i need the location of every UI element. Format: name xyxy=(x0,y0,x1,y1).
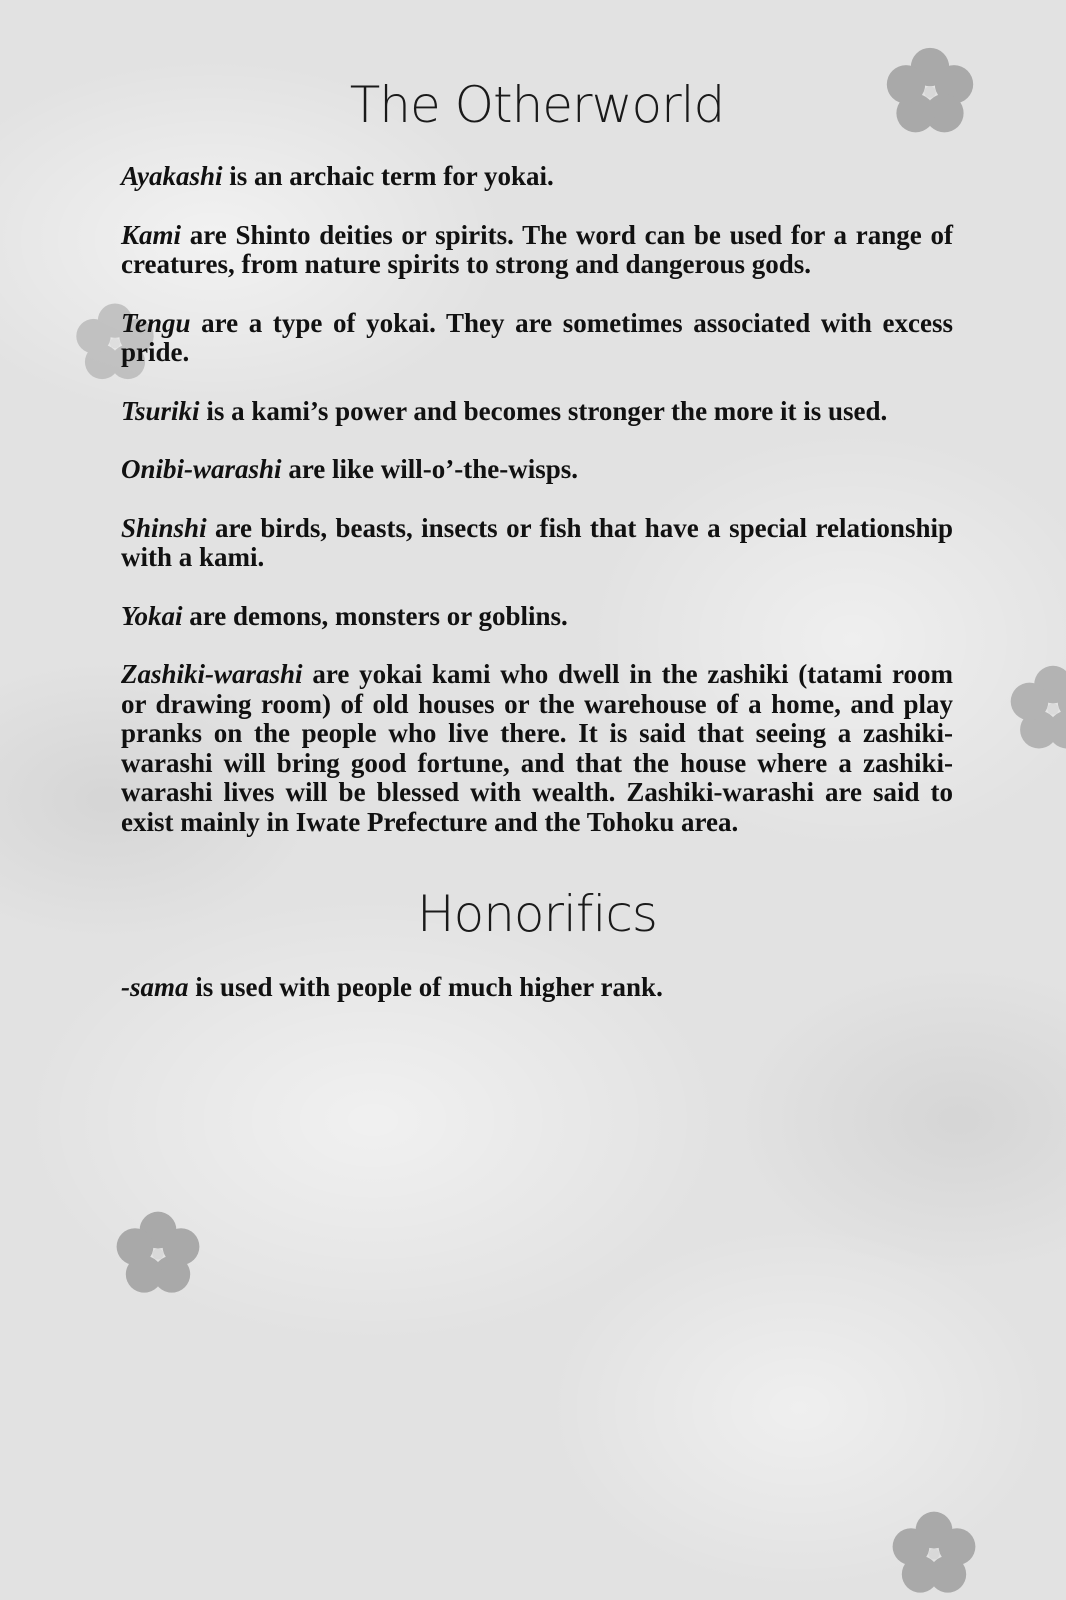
glossary-term: Kami xyxy=(121,219,182,250)
glossary-term: Yokai xyxy=(121,600,183,631)
glossary-term: Ayakashi xyxy=(121,161,223,191)
glossary-entry-ayakashi xyxy=(121,162,953,192)
plum-blossom-icon xyxy=(888,1508,980,1600)
glossary-term: Onibi-warashi xyxy=(121,454,282,484)
glossary-entry-yokai xyxy=(121,602,953,632)
glossary-definition: are like will-o’-the-wisps. xyxy=(281,454,579,484)
glossary-definition: are Shinto deities or spirits. The word can be used for a range of creatures, from nature spirits to strong and dangerous gods. xyxy=(121,219,953,279)
glossary-entry-onibi-warashi xyxy=(121,455,953,485)
glossary-definition: is a kami’s power and becomes stronger the more it is used. xyxy=(199,395,888,426)
glossary-entry-tsuriki xyxy=(121,397,953,427)
glossary-term: -sama xyxy=(121,972,189,1002)
glossary-term: Tengu xyxy=(121,307,191,338)
glossary-term: Tsuriki xyxy=(121,395,200,426)
glossary-definition: are a type of yokai. They are sometimes associated with excess pride. xyxy=(121,307,953,367)
glossary-entry-tengu xyxy=(121,309,953,368)
glossary-entry-kami xyxy=(121,221,953,280)
glossary-definition: are birds, beasts, insects or fish that have a special relationship with a kami. xyxy=(121,512,953,572)
glossary-definition: are demons, monsters or goblins. xyxy=(182,600,568,631)
glossary-entry-zashiki-warashi xyxy=(121,660,953,837)
glossary-entry-shinshi xyxy=(121,514,953,573)
glossary-content xyxy=(121,70,953,1032)
glossary-term: Shinshi xyxy=(121,512,207,543)
section-title-otherworld: The Otherworld xyxy=(349,76,725,134)
glossary-definition: is used with people of much higher rank. xyxy=(188,972,663,1002)
plum-blossom-icon xyxy=(112,1208,204,1300)
glossary-definition: are yokai kami who dwell in the zashiki (tatami room or drawing room) of old houses or the warehouse of a home, and play pranks on the people who live there. It is said that seeing a zashiki-warashi will bring good fortune, and that the house where a zashiki-warashi lives will be blessed with wealth. Zashiki-warashi are said to exist mainly in Iwate Prefecture and the Tohoku area. xyxy=(121,659,953,837)
section-title-honorifics: Honorifics xyxy=(417,885,657,943)
plum-blossom-icon xyxy=(1006,662,1066,756)
glossary-term: Zashiki-warashi xyxy=(121,659,303,689)
glossary-definition: is an archaic term for yokai. xyxy=(222,161,554,191)
glossary-entry-sama xyxy=(121,973,953,1003)
